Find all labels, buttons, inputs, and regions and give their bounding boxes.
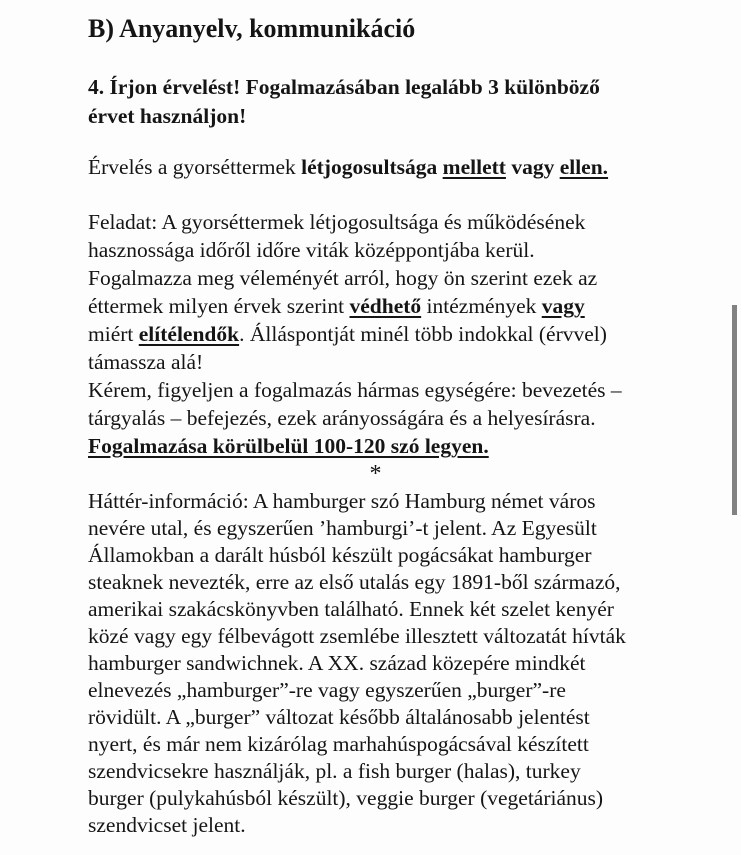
section-title — [88, 13, 741, 45]
text-run: B) Anyanyelv, kommunikáció — [88, 14, 416, 43]
text-run: Fogalmazza meg véleményét arról, hogy ön szerint ezek az — [88, 266, 598, 290]
scrollbar-thumb[interactable] — [732, 305, 737, 515]
text-run: Feladat: A gyorséttermek létjogosultsága és működésének — [88, 210, 586, 234]
text-run: burger (pulykahúsból készült), veggie burger (vegetáriánus) — [88, 786, 604, 810]
text-run: éttermek milyen érvek szerint — [88, 294, 350, 318]
text-run: steaknek nevezték, erre az első utalás egy 1891-ből származó, — [88, 570, 621, 594]
text-run: Háttér-információ: A hamburger szó Hamburg német város — [88, 489, 596, 513]
text-run: szendvicset jelent. — [88, 813, 246, 837]
text-run: elnevezés „hamburger”-re vagy egyszerűen „burger”-re — [88, 678, 566, 702]
background-info-paragraph — [88, 488, 741, 839]
text-run: tárgyalás – befejezés, ezek arányosságára és a helyesírásra. — [88, 406, 596, 430]
text-run: vagy — [505, 155, 560, 179]
text-run: szendvicsekre használják, pl. a fish burger (halas), turkey — [88, 759, 581, 783]
text-run: . Álláspontját minél több indokkal (érvvel) — [239, 322, 607, 346]
text-run: elítélendők — [138, 322, 240, 346]
text-run: ellen. — [559, 155, 609, 179]
topic-line — [88, 153, 741, 182]
text-run: Érvelés a gyorséttermek — [88, 155, 302, 179]
text-run: mellett — [442, 155, 506, 179]
text-run: hasznossága időről időre viták középpontjába kerül. — [88, 238, 535, 262]
text-run: vagy — [541, 294, 585, 318]
text-run: támassza alá! — [88, 350, 204, 374]
text-run: intézmények — [421, 294, 542, 318]
text-run: Államokban a darált húsból készült pogácsákat hamburger — [88, 543, 592, 567]
text-run: érvet használjon! — [88, 104, 247, 128]
text-run: amerikai szakácskönyvben található. Ennek két szelet kenyér — [88, 597, 614, 621]
separator-asterisk: * — [369, 461, 382, 487]
text-run: védhető — [349, 294, 422, 318]
text-run: nevére utal, és egyszerűen ’hamburgi’-t jelent. Az Egyesült — [88, 516, 597, 540]
text-run: nyert, és már nem kizárólag marhahúspogácsával készített — [88, 732, 589, 756]
text-run: közé vagy egy félbevágott zsemlébe illesztett változatát hívták — [88, 624, 626, 648]
task-heading — [88, 73, 741, 131]
text-run: hamburger sandwichnek. A XX. század közepére mindkét — [88, 651, 586, 675]
text-run: 4. Írjon érvelést! Fogalmazásában legalább 3 különböző — [88, 75, 600, 99]
task-paragraph — [88, 208, 741, 460]
text-run: Fogalmazása körülbelül 100-120 szó legyen. — [88, 434, 489, 458]
text-run: létjogosultsága — [301, 155, 443, 179]
text-run: miért — [88, 322, 139, 346]
text-run: rövidült. A „burger” változat később általánosabb jelentést — [88, 705, 590, 729]
text-run: Kérem, figyeljen a fogalmazás hármas egységére: bevezetés – — [88, 378, 622, 402]
